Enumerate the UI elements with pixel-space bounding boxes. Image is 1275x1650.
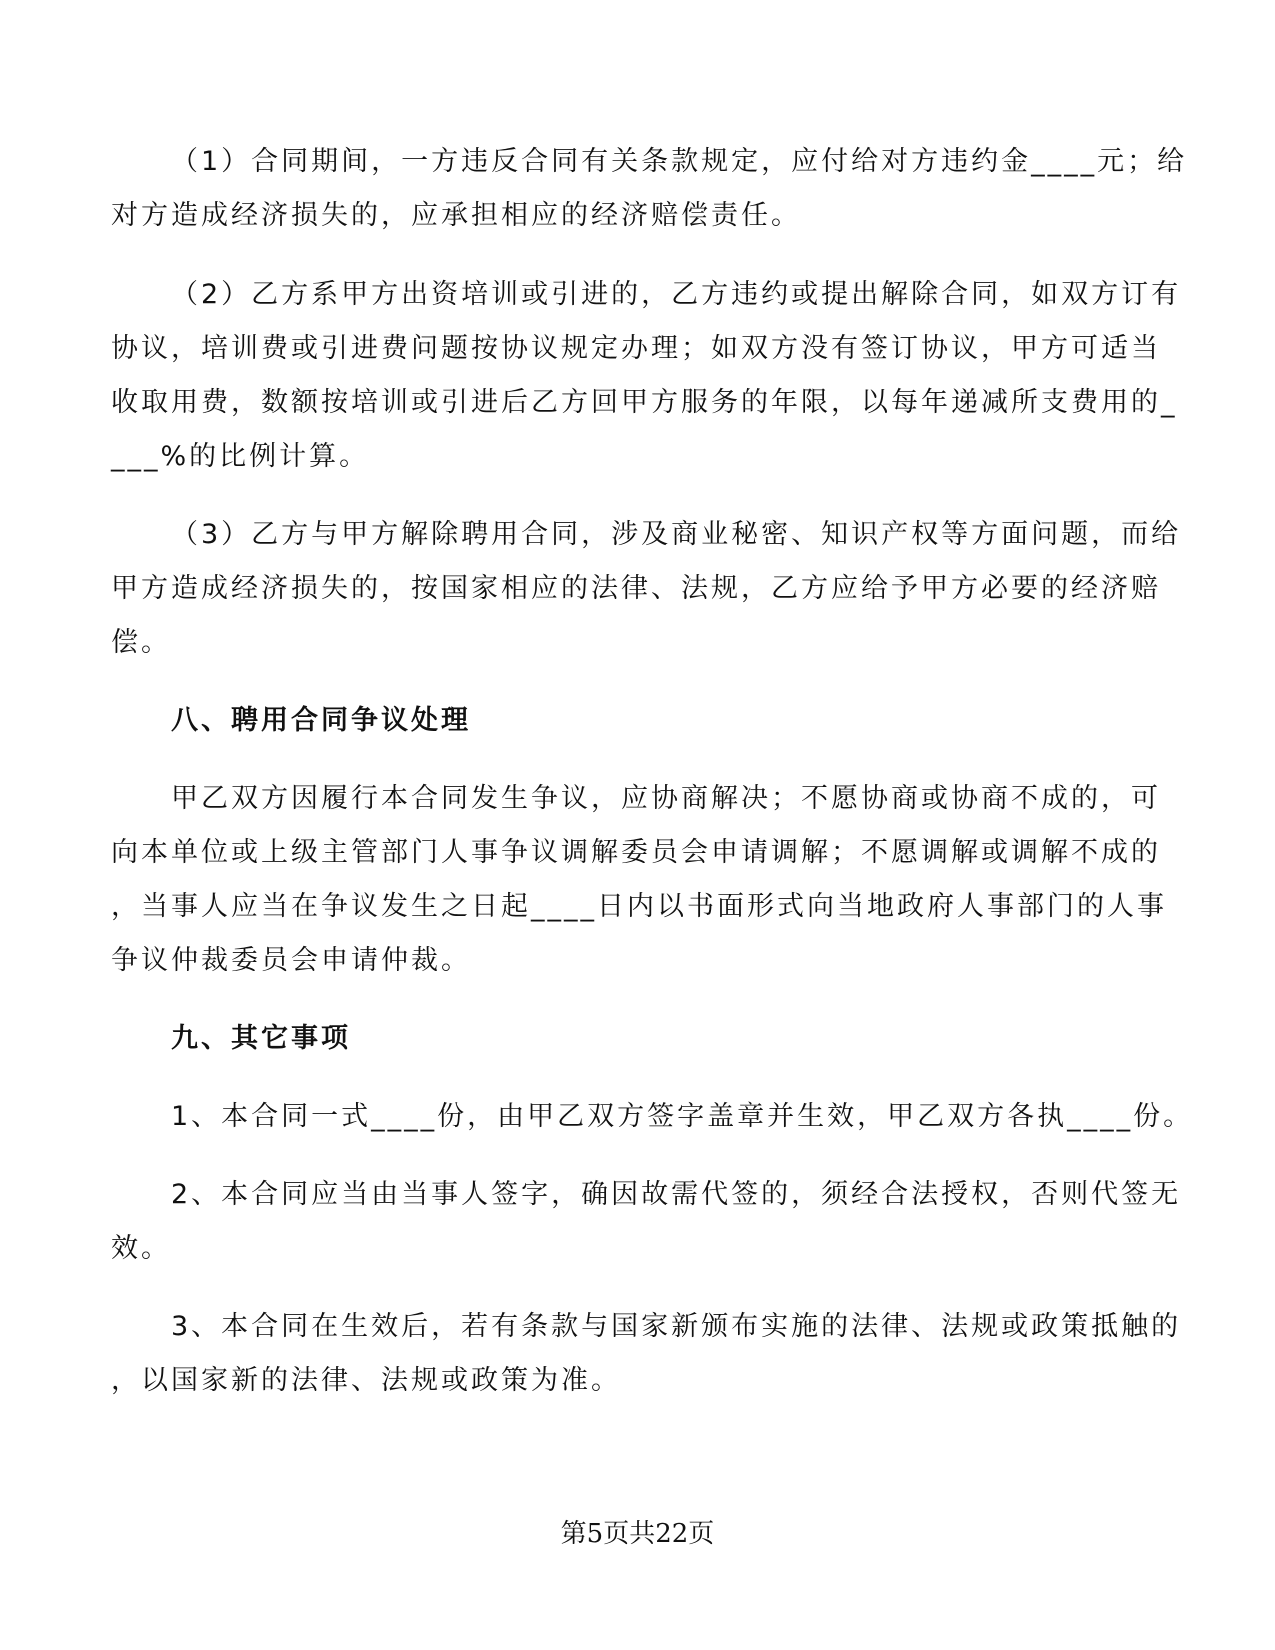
paragraph-line: ，当事人应当在争议发生之日起____日内以书面形式向当地政府人事部门的人事	[111, 891, 1167, 922]
paragraph-line: （3）乙方与甲方解除聘用合同，涉及商业秘密、知识产权等方面问题，而给	[171, 519, 1182, 550]
paragraph-line: 甲方造成经济损失的，按国家相应的法律、法规，乙方应给予甲方必要的经济赔	[111, 573, 1161, 604]
paragraph-line: 偿。	[111, 627, 171, 658]
paragraph-line: 对方造成经济损失的，应承担相应的经济赔偿责任。	[111, 200, 801, 231]
paragraph-line: 效。	[111, 1233, 171, 1264]
paragraph-line: 收取用费，数额按培训或引进后乙方回甲方服务的年限，以每年递减所支费用的_	[111, 387, 1178, 418]
paragraph-line: 甲乙双方因履行本合同发生争议，应协商解决；不愿协商或协商不成的，可	[171, 783, 1161, 814]
paragraph-line: ，以国家新的法律、法规或政策为准。	[111, 1365, 621, 1396]
paragraph-line: 2、本合同应当由当事人签字，确因故需代签的，须经合法授权，否则代签无	[171, 1179, 1182, 1210]
paragraph-line: 争议仲裁委员会申请仲裁。	[111, 945, 471, 976]
paragraph-line: 协议，培训费或引进费问题按协议规定办理；如双方没有签订协议，甲方可适当	[111, 333, 1161, 364]
paragraph-line: （1）合同期间，一方违反合同有关条款规定，应付给对方违约金____元；给	[171, 146, 1188, 177]
section-heading: 九、其它事项	[171, 1023, 351, 1054]
paragraph-line: ___%的比例计算。	[111, 441, 370, 472]
paragraph-line: 向本单位或上级主管部门人事争议调解委员会申请调解；不愿调解或调解不成的	[111, 837, 1161, 868]
paragraph-line: （2）乙方系甲方出资培训或引进的，乙方违约或提出解除合同，如双方订有	[171, 279, 1182, 310]
page-number-footer: 第5页共22页	[560, 1519, 715, 1549]
paragraph-line: 3、本合同在生效后，若有条款与国家新颁布实施的法律、法规或政策抵触的	[171, 1311, 1182, 1342]
paragraph-line: 1、本合同一式____份，由甲乙双方签字盖章并生效，甲乙双方各执____份。	[171, 1101, 1194, 1132]
section-heading: 八、聘用合同争议处理	[171, 705, 471, 736]
